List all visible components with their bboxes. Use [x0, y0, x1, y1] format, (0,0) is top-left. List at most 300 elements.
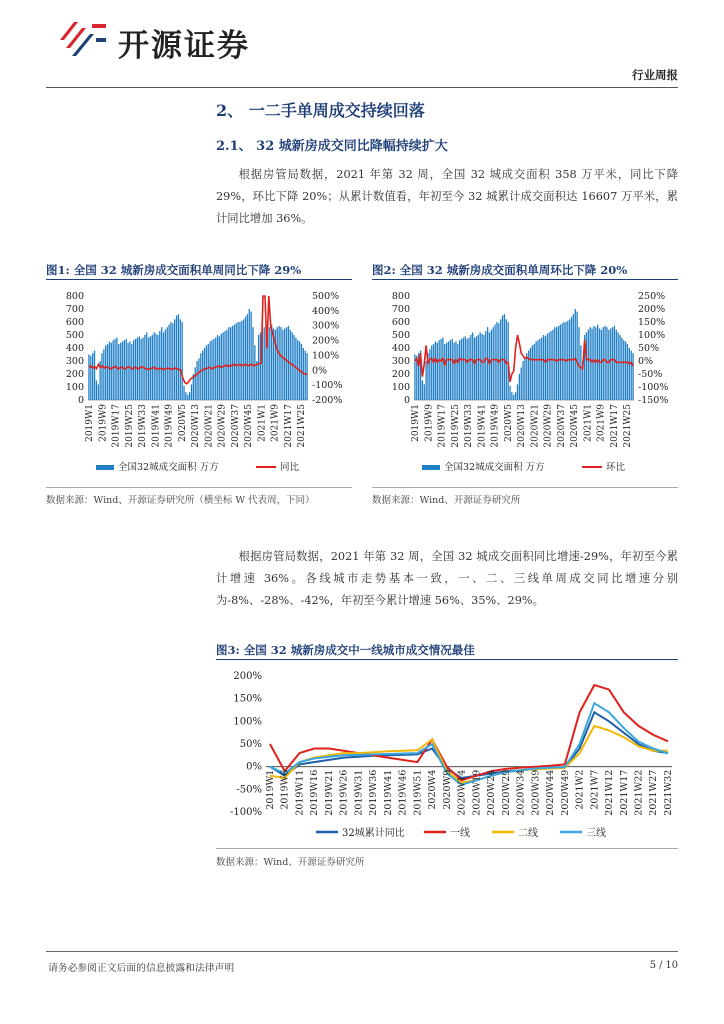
- x-tick-label: 2020W21: [530, 404, 541, 448]
- bar: [191, 384, 192, 400]
- bar: [215, 338, 216, 400]
- figure-3-source: 数据来源：Wind、开源证券研究所: [216, 857, 365, 868]
- bar: [560, 325, 561, 400]
- bar: [284, 329, 285, 401]
- y-left-tick-label: 300: [65, 356, 84, 367]
- bar: [239, 322, 240, 400]
- legend-bar-swatch: [422, 465, 440, 470]
- bar: [448, 342, 449, 401]
- bar: [599, 329, 600, 401]
- bar: [554, 327, 555, 400]
- bar: [159, 331, 160, 400]
- bar: [101, 353, 102, 400]
- y-tick-label: 50%: [239, 739, 262, 750]
- bar: [502, 316, 503, 401]
- bar: [519, 374, 520, 400]
- y-left-tick-label: 800: [391, 291, 410, 302]
- figure-3-rule: [216, 659, 678, 660]
- bar: [234, 325, 235, 400]
- y-right-tick-label: 400%: [312, 305, 340, 317]
- bar: [489, 332, 490, 400]
- bar: [305, 351, 306, 400]
- bar: [290, 330, 291, 400]
- bar: [196, 361, 197, 400]
- legend-label: 三线: [586, 828, 606, 839]
- x-tick-label: 2019W1: [411, 404, 421, 442]
- bar: [146, 332, 147, 400]
- y-right-tick-label: -50%: [638, 369, 663, 380]
- bar: [425, 361, 426, 400]
- bar: [612, 327, 613, 400]
- x-tick-label: 2021W17: [618, 769, 630, 816]
- bar: [597, 325, 598, 400]
- bar: [610, 329, 611, 401]
- figure-3-title: 图3: 全国 32 城新房成交中一线城市成交情况最佳: [216, 643, 475, 657]
- y-right-tick-label: 100%: [638, 330, 666, 341]
- x-tick-label: 2020W37: [230, 404, 241, 448]
- legend-label: 二线: [518, 828, 538, 839]
- x-tick-label: 2019W9: [424, 404, 435, 442]
- x-tick-label: 2020W19: [471, 769, 483, 816]
- bar: [545, 336, 546, 400]
- bar: [526, 353, 527, 400]
- bar: [485, 331, 486, 400]
- bar: [571, 317, 572, 400]
- x-tick-label: 2020W34: [515, 769, 527, 816]
- figure-1-source: 数据来源：Wind、开源证券研究所（横坐标 W 代表周，下同）: [46, 495, 315, 506]
- y-right-tick-label: 100%: [312, 350, 340, 362]
- bar: [629, 348, 630, 400]
- x-tick-label: 2020W29: [217, 404, 228, 448]
- x-tick-label: 2019W1: [265, 769, 276, 810]
- x-tick-label: 2019W33: [464, 404, 474, 448]
- bar: [614, 326, 615, 400]
- bar: [120, 343, 121, 400]
- bar: [92, 353, 93, 400]
- bar: [155, 334, 156, 400]
- figure-3-bottom-rule: [216, 848, 678, 849]
- paragraph-2: [216, 546, 678, 612]
- page-number: 5 / 10: [649, 960, 678, 971]
- x-tick-label: 2021W17: [609, 404, 620, 448]
- bar: [180, 319, 181, 400]
- legend-bar-label: 全国32城成交面积 万方: [444, 462, 545, 473]
- y-tick-label: 200%: [233, 671, 262, 682]
- bar: [625, 342, 626, 401]
- x-tick-label: 2019W9: [98, 404, 109, 442]
- x-tick-label: 2020W45: [244, 404, 254, 448]
- y-right-tick-label: 0%: [638, 356, 654, 367]
- bar: [466, 339, 467, 400]
- x-tick-label: 2020W44: [545, 769, 557, 816]
- bar: [182, 322, 183, 400]
- bar: [537, 340, 538, 400]
- bar: [422, 381, 423, 401]
- bar: [481, 334, 482, 400]
- figure-2-title: 图2: 全国 32 城新房成交面积单周环比下降 20%: [372, 263, 628, 277]
- bar: [504, 314, 505, 400]
- bar: [472, 332, 473, 400]
- x-tick-label: 2019W21: [323, 769, 335, 816]
- figure-2-bottom-rule: [372, 487, 678, 488]
- bar: [631, 351, 632, 400]
- x-tick-label: 2021W1: [583, 404, 594, 442]
- bar: [593, 326, 594, 400]
- bar: [124, 340, 125, 400]
- bar: [278, 326, 279, 400]
- x-tick-label: 2019W49: [164, 404, 175, 448]
- x-tick-label: 2021W1: [257, 404, 268, 442]
- bar: [133, 340, 134, 400]
- y-right-tick-label: 0%: [312, 365, 328, 377]
- bar: [195, 368, 196, 401]
- bar: [178, 314, 179, 400]
- x-tick-label: 2019W31: [353, 769, 365, 816]
- x-tick-label: 2019W49: [490, 404, 501, 448]
- bar: [541, 338, 542, 400]
- bar: [122, 342, 123, 401]
- y-left-tick-label: 0: [403, 395, 410, 406]
- bar: [98, 384, 99, 400]
- bar: [118, 344, 119, 400]
- bar: [198, 358, 199, 400]
- bar: [165, 330, 166, 400]
- bar: [483, 335, 484, 400]
- figure-1-bottom-rule: [46, 487, 352, 488]
- bar: [511, 392, 512, 400]
- series-line: [415, 335, 633, 382]
- bar: [476, 336, 477, 400]
- bar: [204, 348, 205, 400]
- bar: [293, 335, 294, 400]
- bar: [211, 340, 212, 400]
- series-line: [89, 296, 307, 384]
- bar: [618, 332, 619, 400]
- bar: [209, 342, 210, 401]
- series-line: [270, 685, 668, 780]
- bar: [202, 351, 203, 400]
- figure-2-source: 数据来源：Wind、开源证券研究所: [372, 495, 521, 506]
- bar: [206, 345, 207, 400]
- bar: [140, 339, 141, 400]
- y-left-tick-label: 700: [391, 304, 410, 315]
- x-tick-label: 2019W46: [397, 769, 409, 816]
- bar: [167, 327, 168, 400]
- x-tick-label: 2020W21: [204, 404, 215, 448]
- bar: [286, 327, 287, 400]
- x-tick-label: 2021W2: [574, 769, 586, 810]
- bar: [269, 327, 270, 400]
- bar: [446, 343, 447, 400]
- bar: [228, 327, 229, 400]
- bar: [431, 345, 432, 400]
- bar: [463, 338, 464, 400]
- y-left-tick-label: 300: [391, 356, 410, 367]
- bar: [562, 323, 563, 400]
- bar: [606, 327, 607, 400]
- bar: [558, 326, 559, 400]
- bar: [168, 325, 169, 400]
- x-tick-label: 2020W4: [427, 769, 439, 810]
- x-tick-label: 2021W25: [623, 404, 633, 448]
- figure-1-rule: [46, 279, 352, 280]
- bar: [573, 314, 574, 400]
- bar: [480, 332, 481, 400]
- x-tick-label: 2019W33: [138, 404, 148, 448]
- bar: [493, 327, 494, 400]
- bar: [424, 384, 425, 400]
- bar: [142, 338, 143, 400]
- bar: [114, 339, 115, 400]
- y-right-tick-label: -200%: [312, 395, 343, 406]
- legend-bar-label: 全国32城成交面积 万方: [118, 462, 219, 473]
- bar: [254, 345, 255, 400]
- bar: [575, 309, 576, 400]
- y-right-tick-label: -100%: [312, 380, 343, 392]
- bar: [632, 353, 633, 400]
- bar: [547, 334, 548, 400]
- x-tick-label: 2021W12: [604, 769, 616, 816]
- bar: [539, 339, 540, 400]
- bar: [513, 395, 514, 400]
- x-tick-label: 2020W24: [486, 769, 498, 816]
- legend-line-label: 环比: [606, 462, 626, 473]
- bar: [616, 330, 617, 400]
- bar: [506, 319, 507, 400]
- bar: [250, 312, 251, 400]
- series-line: [270, 712, 668, 778]
- x-tick-label: 2019W25: [450, 404, 461, 448]
- bar: [105, 345, 106, 400]
- bar: [187, 395, 188, 400]
- bar: [474, 338, 475, 400]
- legend-label: 32城累计同比: [342, 828, 405, 839]
- y-right-tick-label: 250%: [638, 291, 666, 302]
- y-right-tick-label: 200%: [312, 335, 340, 347]
- bar: [619, 335, 620, 400]
- x-tick-label: 2021W9: [270, 404, 281, 442]
- x-tick-label: 2019W26: [338, 769, 350, 816]
- y-right-tick-label: 200%: [638, 304, 666, 315]
- report-type-tag: 行业周报: [632, 68, 678, 82]
- y-left-tick-label: 0: [77, 395, 84, 406]
- y-tick-label: 0%: [246, 761, 262, 773]
- x-tick-label: 2020W9: [441, 769, 453, 810]
- bar: [588, 330, 589, 400]
- bar: [200, 353, 201, 400]
- x-tick-label: 2019W51: [412, 769, 424, 816]
- x-tick-label: 2019W41: [151, 404, 162, 448]
- bar: [172, 323, 173, 400]
- bar: [174, 319, 175, 400]
- bar: [453, 343, 454, 400]
- x-tick-label: 2020W29: [500, 769, 512, 816]
- x-tick-label: 2019W41: [382, 769, 394, 816]
- x-tick-label: 2019W25: [124, 404, 135, 448]
- bar: [429, 349, 430, 400]
- bar: [591, 329, 592, 401]
- bar: [245, 317, 246, 400]
- y-left-tick-label: 400: [65, 343, 84, 354]
- bar: [247, 314, 248, 400]
- bar: [157, 335, 158, 400]
- figure-1-chart: [46, 284, 356, 484]
- bar: [219, 336, 220, 400]
- bar: [623, 340, 624, 400]
- bar: [552, 330, 553, 400]
- y-left-tick-label: 600: [391, 317, 410, 328]
- bar: [264, 327, 265, 400]
- x-tick-label: 2021W22: [633, 769, 645, 816]
- footer-divider: [46, 951, 678, 952]
- bar: [522, 361, 523, 400]
- bar: [604, 326, 605, 400]
- bar: [580, 345, 581, 400]
- bar: [549, 332, 550, 400]
- bar: [440, 339, 441, 400]
- bar: [468, 338, 469, 400]
- bar: [208, 344, 209, 400]
- bar: [433, 344, 434, 400]
- x-tick-label: 2020W49: [559, 769, 571, 816]
- bar: [521, 368, 522, 401]
- bar: [129, 342, 130, 401]
- bar: [256, 361, 257, 400]
- bar: [271, 325, 272, 400]
- y-right-tick-label: 50%: [638, 343, 660, 354]
- y-left-tick-label: 600: [65, 317, 84, 328]
- bar: [292, 332, 293, 400]
- bar: [236, 323, 237, 400]
- bar: [189, 392, 190, 400]
- bar: [439, 340, 440, 400]
- x-tick-label: 2020W45: [570, 404, 580, 448]
- legend-bar-swatch: [96, 465, 114, 470]
- x-tick-label: 2021W25: [297, 404, 307, 448]
- bar: [576, 312, 577, 400]
- y-left-tick-label: 400: [391, 343, 410, 354]
- paragraph-text: 根据房管局数据，2021 年第 32 周，全国 32 城成交面积同比增速-29%，年初至今累计增速 36%。各线城市走势基本一致，一、二、三线单周成交同比增速分别为-8%、-28%、-42%，年初至今累计增速 56%、35%、29%。: [216, 550, 678, 607]
- bar: [590, 327, 591, 400]
- bar: [249, 309, 250, 400]
- bar: [524, 358, 525, 400]
- bar: [252, 327, 253, 400]
- x-tick-label: 2019W41: [477, 404, 488, 448]
- bar: [107, 344, 108, 400]
- y-left-tick-label: 800: [65, 291, 84, 302]
- brand-logo-icon: [52, 18, 110, 62]
- bar: [586, 332, 587, 400]
- bar: [627, 344, 628, 400]
- bar: [103, 349, 104, 400]
- bar: [535, 342, 536, 401]
- x-tick-label: 2021W32: [663, 769, 674, 816]
- x-tick-label: 2021W17: [283, 404, 294, 448]
- bar: [601, 330, 602, 400]
- bar: [185, 392, 186, 400]
- bar: [183, 386, 184, 400]
- bar: [435, 342, 436, 401]
- bar: [461, 339, 462, 400]
- y-tick-label: -50%: [236, 784, 262, 796]
- bar: [621, 338, 622, 400]
- header-divider: [46, 87, 678, 88]
- bar: [176, 316, 177, 401]
- bar: [450, 340, 451, 400]
- bar: [470, 335, 471, 400]
- y-left-tick-label: 100: [65, 382, 84, 393]
- bar: [455, 342, 456, 401]
- y-right-tick-label: -100%: [638, 382, 669, 393]
- y-tick-label: -100%: [230, 807, 262, 818]
- bar: [282, 330, 283, 400]
- bar: [237, 322, 238, 400]
- bar: [459, 340, 460, 400]
- y-left-tick-label: 700: [65, 304, 84, 315]
- y-left-tick-label: 100: [391, 382, 410, 393]
- y-left-tick-label: 200: [391, 369, 410, 380]
- bar: [88, 355, 89, 401]
- bar: [444, 344, 445, 400]
- bar: [478, 335, 479, 400]
- bar: [437, 343, 438, 400]
- x-tick-label: 2020W5: [503, 404, 514, 442]
- bar: [113, 340, 114, 400]
- y-right-tick-label: 150%: [638, 317, 666, 328]
- bar: [109, 342, 110, 401]
- bar: [170, 322, 171, 400]
- bar: [543, 335, 544, 400]
- x-tick-label: 2019W11: [294, 769, 306, 816]
- bar: [515, 392, 516, 400]
- y-right-tick-label: 500%: [312, 291, 340, 302]
- bar: [556, 327, 557, 400]
- x-tick-label: 2020W13: [191, 404, 201, 448]
- bar: [232, 326, 233, 400]
- x-tick-label: 2019W16: [309, 769, 321, 816]
- subsection-title: 2.1、 32 城新房成交同比降幅持续扩大: [216, 139, 448, 154]
- x-tick-label: 2020W37: [556, 404, 567, 448]
- x-tick-label: 2021W9: [596, 404, 607, 442]
- bar: [465, 336, 466, 400]
- y-left-tick-label: 500: [391, 330, 410, 341]
- bar: [230, 327, 231, 400]
- y-right-tick-label: -150%: [638, 395, 669, 406]
- x-tick-label: 2020W14: [456, 769, 468, 816]
- x-tick-label: 2020W5: [177, 404, 188, 442]
- y-right-tick-label: 300%: [312, 320, 340, 332]
- figure-2-chart: [372, 284, 682, 484]
- bar: [608, 330, 609, 400]
- bar: [442, 338, 443, 400]
- y-left-tick-label: 200: [65, 369, 84, 380]
- x-tick-label: 2019W17: [111, 404, 122, 448]
- bar: [213, 339, 214, 400]
- bar: [163, 332, 164, 400]
- bar: [243, 319, 244, 400]
- figure-2-rule: [372, 279, 678, 280]
- legend-line-label: 同比: [280, 462, 300, 473]
- bar: [111, 343, 112, 400]
- paragraph-text: 根据房管局数据，2021 年第 32 周，全国 32 城成交面积 358 万平米，同比下降 29%，环比下降 20%；从累计数值看，年初至今 32 城累计成交面积达 16607 万平米，累计同比增加 36%。: [216, 168, 678, 225]
- section-title: 2、 一二手单周成交持续回落: [216, 101, 425, 120]
- figure-3-chart: [216, 664, 682, 844]
- x-tick-label: 2020W39: [530, 769, 542, 816]
- bar: [127, 343, 128, 400]
- x-tick-label: 2019W6: [279, 769, 291, 810]
- y-left-tick-label: 500: [65, 330, 84, 341]
- bar: [154, 332, 155, 400]
